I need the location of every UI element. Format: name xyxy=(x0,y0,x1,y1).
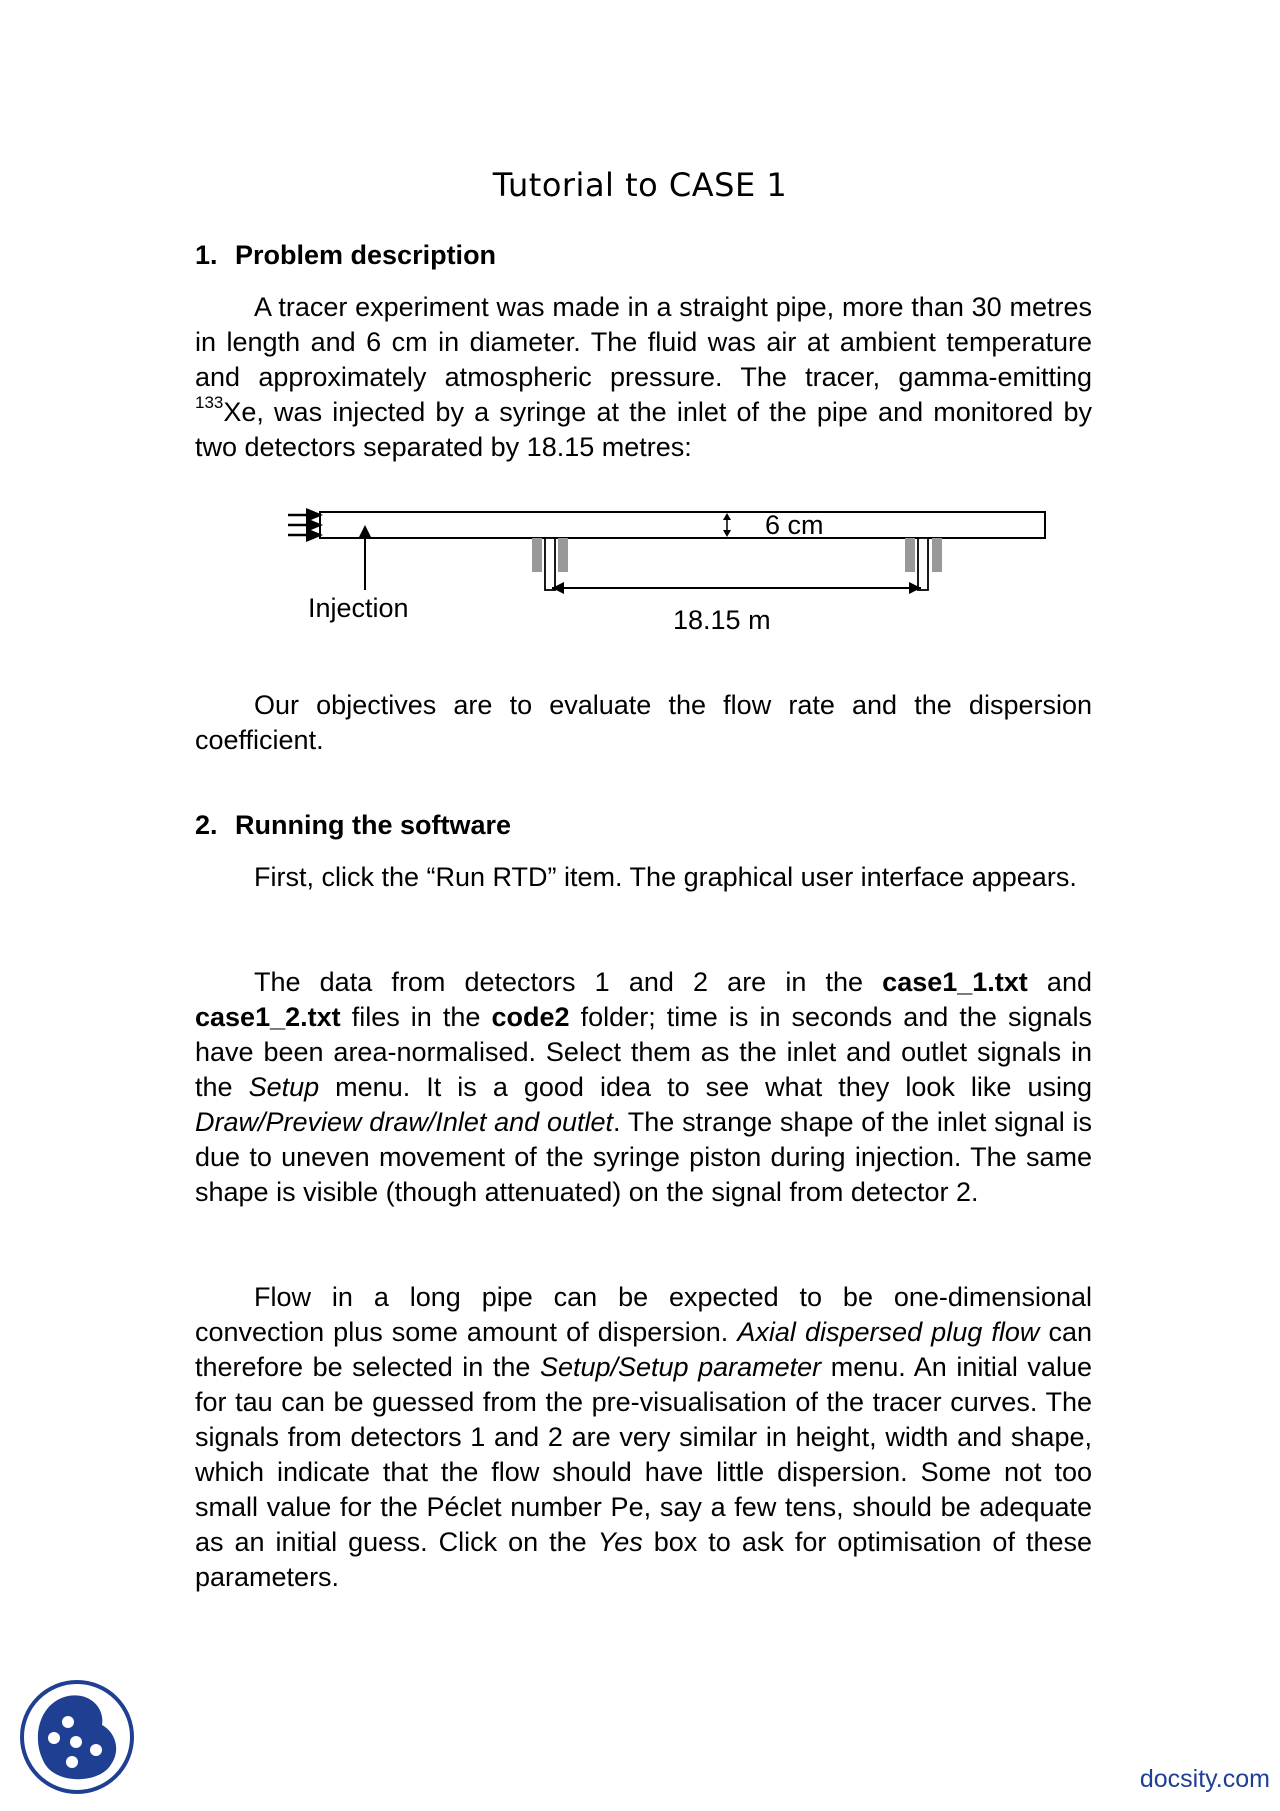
model-name: Axial dispersed plug flow xyxy=(737,1317,1040,1347)
text-run: and xyxy=(1027,967,1092,997)
pipe xyxy=(320,512,1045,538)
paragraph-data-files xyxy=(195,965,1092,1210)
option-reference: Yes xyxy=(597,1527,643,1557)
folder-name: code2 xyxy=(491,1002,570,1032)
section-heading-problem-description xyxy=(195,240,1095,271)
diameter-label: 6 cm xyxy=(765,510,824,540)
text-run: A tracer experiment was made in a straight pipe, more than 30 metres in length and 6 cm in diameter. The fluid was air at ambient temperature and approximately atmospheric pressure. The tracer, gamma-emitting xyxy=(195,292,1092,392)
text-run: box to ask for optimisation of these parameters. xyxy=(195,1527,1092,1592)
text-run: First, click the “Run RTD” item. The graphical user interface appears. xyxy=(254,862,1077,892)
menu-reference: Setup/Setup parameter xyxy=(539,1352,822,1382)
section-number: 1. xyxy=(195,240,218,270)
isotope-superscript: 133 xyxy=(195,393,224,412)
paragraph-experiment-description xyxy=(195,290,1092,465)
file-name: case1_1.txt xyxy=(882,967,1028,997)
paragraph-model-selection xyxy=(195,1280,1092,1595)
text-run: files in the xyxy=(340,1002,492,1032)
distance-dimension-line xyxy=(552,582,921,594)
paragraph-objectives xyxy=(195,688,1092,758)
text-run: Our objectives are to evaluate the flow rate and the dispersion coefficient. xyxy=(195,690,1092,755)
page-title: Tutorial to CASE 1 xyxy=(492,166,788,204)
menu-reference: Draw/Preview draw/Inlet and outlet xyxy=(195,1107,614,1137)
docsity-brand-link[interactable]: docsity.com xyxy=(1139,1765,1270,1793)
pipe-diagram xyxy=(280,495,1060,655)
text-run: Flow in a long pipe can be expected to be one-dimensional convection plus some amount of dispersion. xyxy=(195,1282,1092,1347)
section-title: Running the software xyxy=(235,810,511,840)
inlet-flow-arrows-icon xyxy=(288,508,323,542)
section-number: 2. xyxy=(195,810,218,840)
text-run: Xe, was injected by a syringe at the inlet of the pipe and monitored by two detectors separated by 18.15 metres: xyxy=(195,397,1092,462)
distance-label: 18.15 m xyxy=(673,605,771,635)
paragraph-run-rtd xyxy=(195,860,1092,895)
section-heading-running-the-software xyxy=(195,810,1095,841)
menu-reference: Setup xyxy=(248,1072,320,1102)
text-run: can therefore be selected in the xyxy=(195,1317,1092,1382)
text-run: menu. It is a good idea to see what they look like using xyxy=(319,1072,1092,1102)
text-run: The data from detectors 1 and 2 are in the xyxy=(254,967,883,997)
text-run: . The strange shape of the inlet signal is due to uneven movement of the syringe piston during injection. The same shape is visible (though attenuated) on the signal from detector 2. xyxy=(195,1107,1092,1207)
injection-label: Injection xyxy=(308,593,409,623)
file-name: case1_2.txt xyxy=(195,1002,341,1032)
section-title: Problem description xyxy=(235,240,497,270)
detector-1 xyxy=(532,538,568,590)
text-run: folder; time is in seconds and the signals have been area-normalised. Select them as the inlet and outlet signals in the xyxy=(195,1002,1092,1102)
detector-2 xyxy=(905,538,942,590)
text-run: menu. An initial value for tau can be guessed from the pre-visualisation of the tracer curves. The signals from detectors 1 and 2 are very similar in height, width and shape, which indicate that the flow should have little dispersion. Some not too small value for the Péclet number Pe, say a few tens, should be adequate as an initial guess. Click on the xyxy=(195,1352,1092,1557)
docsity-logo-icon[interactable] xyxy=(20,1680,135,1795)
